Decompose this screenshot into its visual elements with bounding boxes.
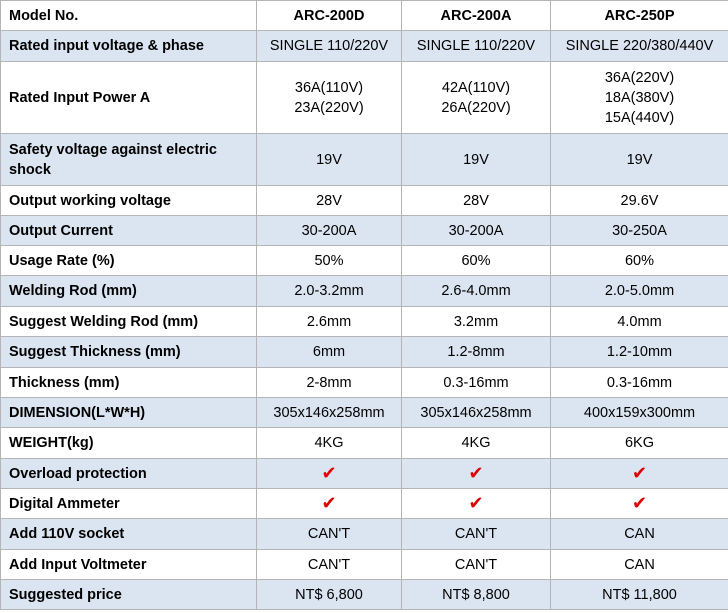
cell-value <box>551 459 728 489</box>
table-row <box>1 368 728 398</box>
row-label: Overload protection <box>1 459 257 489</box>
checkmark-icon: ✔ <box>321 492 337 513</box>
cell-value: SINGLE 110/220V <box>402 31 551 62</box>
cell-line: 18A(380V) <box>604 89 675 106</box>
table-row <box>1 580 728 610</box>
cell-value: 2.0-5.0mm <box>551 276 728 307</box>
row-label: Safety voltage against electric shock <box>1 134 257 186</box>
row-label: WEIGHT(kg) <box>1 428 257 459</box>
cell-value: 4KG <box>257 428 402 459</box>
cell-value <box>551 489 728 519</box>
cell-value: CAN'T <box>257 519 402 550</box>
cell-value: 2.6-4.0mm <box>402 276 551 307</box>
cell-value: 1.2-8mm <box>402 337 551 368</box>
cell-value <box>257 489 402 519</box>
cell-value: 6mm <box>257 337 402 368</box>
row-label: Suggest Thickness (mm) <box>1 337 257 368</box>
table-row <box>1 276 728 307</box>
cell-value: CAN <box>551 519 728 550</box>
cell-value: 19V <box>257 134 402 186</box>
header-row <box>1 1 728 31</box>
cell-value: 30-250A <box>551 216 728 246</box>
table-row <box>1 459 728 489</box>
cell-line: 15A(440V) <box>604 109 675 126</box>
cell-value: NT$ 8,800 <box>402 580 551 610</box>
cell-value: 28V <box>257 186 402 216</box>
table-row <box>1 550 728 580</box>
cell-value: 19V <box>402 134 551 186</box>
cell-value: NT$ 11,800 <box>551 580 728 610</box>
cell-value: 30-200A <box>257 216 402 246</box>
table-row <box>1 31 728 62</box>
cell-value: 0.3-16mm <box>551 368 728 398</box>
table-row <box>1 398 728 428</box>
cell-value: 2-8mm <box>257 368 402 398</box>
cell-line: 36A(220V) <box>604 69 675 86</box>
row-label: Usage Rate (%) <box>1 246 257 276</box>
checkmark-icon: ✔ <box>321 462 337 483</box>
cell-line: 26A(220V) <box>441 99 511 116</box>
cell-value: 2.6mm <box>257 307 402 337</box>
cell-value <box>402 62 551 134</box>
row-label: DIMENSION(L*W*H) <box>1 398 257 428</box>
checkmark-icon: ✔ <box>631 492 648 513</box>
row-label: Add Input Voltmeter <box>1 550 257 580</box>
table-row <box>1 337 728 368</box>
cell-value: 3.2mm <box>402 307 551 337</box>
cell-value: CAN'T <box>402 550 551 580</box>
model-header: ARC-250P <box>551 1 728 31</box>
cell-value <box>257 459 402 489</box>
cell-line: 23A(220V) <box>294 99 364 116</box>
table-row <box>1 307 728 337</box>
cell-value: SINGLE 220/380/440V <box>551 31 728 62</box>
cell-value: 60% <box>402 246 551 276</box>
cell-value: 400x159x300mm <box>551 398 728 428</box>
checkmark-icon: ✔ <box>468 492 484 513</box>
cell-value <box>402 489 551 519</box>
cell-value: 30-200A <box>402 216 551 246</box>
cell-value: 2.0-3.2mm <box>257 276 402 307</box>
cell-line: 36A(110V) <box>294 79 364 96</box>
cell-value <box>257 62 402 134</box>
cell-value: 4KG <box>402 428 551 459</box>
model-header: ARC-200D <box>257 1 402 31</box>
cell-value: 19V <box>551 134 728 186</box>
row-label: Rated Input Power A <box>1 62 257 134</box>
cell-value: NT$ 6,800 <box>257 580 402 610</box>
cell-value: 6KG <box>551 428 728 459</box>
row-label: Thickness (mm) <box>1 368 257 398</box>
cell-value: 28V <box>402 186 551 216</box>
cell-value: 305x146x258mm <box>402 398 551 428</box>
row-label: Suggested price <box>1 580 257 610</box>
row-label: Rated input voltage & phase <box>1 31 257 62</box>
table-row <box>1 186 728 216</box>
cell-value: 305x146x258mm <box>257 398 402 428</box>
table-row <box>1 246 728 276</box>
cell-value: 60% <box>551 246 728 276</box>
cell-value: 29.6V <box>551 186 728 216</box>
cell-line: 42A(110V) <box>441 79 511 96</box>
cell-value: CAN'T <box>257 550 402 580</box>
checkmark-icon: ✔ <box>468 462 484 483</box>
cell-value: CAN <box>551 550 728 580</box>
header-label: Model No. <box>1 1 257 31</box>
cell-value <box>402 459 551 489</box>
table-row <box>1 62 728 134</box>
row-label: Digital Ammeter <box>1 489 257 519</box>
table-row <box>1 489 728 519</box>
cell-value: 1.2-10mm <box>551 337 728 368</box>
cell-value <box>551 62 728 134</box>
table-row <box>1 134 728 186</box>
model-header: ARC-200A <box>402 1 551 31</box>
row-label: Suggest Welding Rod (mm) <box>1 307 257 337</box>
row-label: Add 110V socket <box>1 519 257 550</box>
row-label: Output working voltage <box>1 186 257 216</box>
table-row <box>1 519 728 550</box>
table-row <box>1 428 728 459</box>
cell-value: 0.3-16mm <box>402 368 551 398</box>
row-label: Output Current <box>1 216 257 246</box>
cell-value: CAN'T <box>402 519 551 550</box>
row-label: Welding Rod (mm) <box>1 276 257 307</box>
cell-value: SINGLE 110/220V <box>257 31 402 62</box>
cell-value: 4.0mm <box>551 307 728 337</box>
table-row <box>1 216 728 246</box>
checkmark-icon: ✔ <box>631 462 648 483</box>
cell-value: 50% <box>257 246 402 276</box>
